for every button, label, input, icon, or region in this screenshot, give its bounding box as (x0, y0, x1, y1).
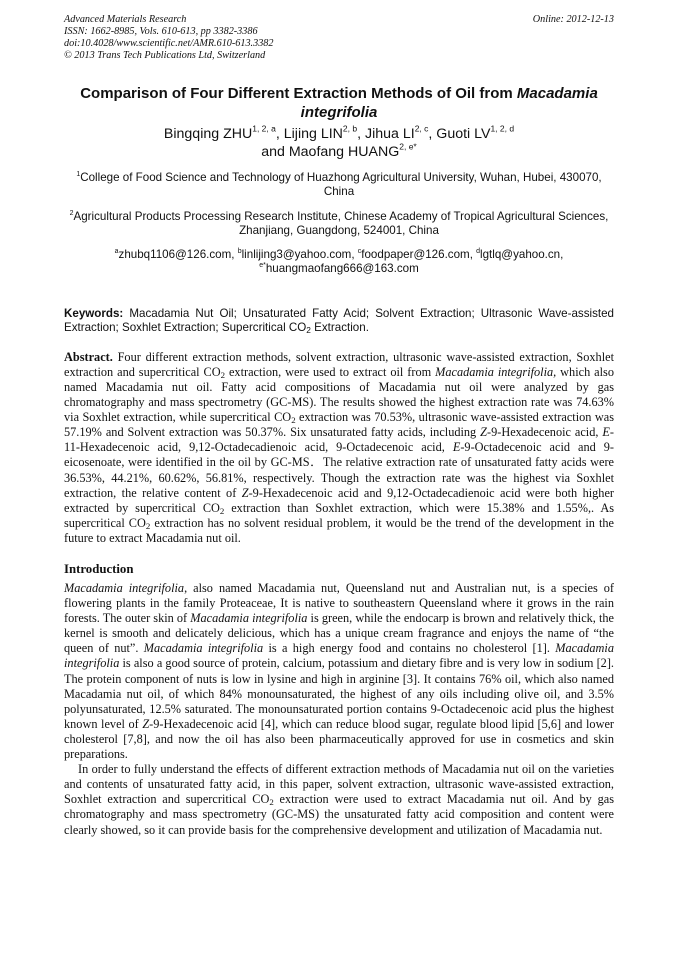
isomer-prefix: Z (480, 425, 487, 440)
paragraph-text: extraction were used to extract Macadamia nut oil. And by gas chromatography and mass spectrometry (GC-MS) the unsaturated fatty acid composition and content were clearly showed, so it can provide basis for the comprehensive development and utilization of Macadamia nut. (64, 792, 614, 837)
email-address[interactable]: foodpaper@126.com, (361, 248, 477, 262)
abstract-text: extraction than Soxhlet extraction, which were 15.38% and 1.55%,. As supercritical CO (64, 500, 614, 530)
online-date: Online: 2012-12-13 (532, 14, 614, 25)
abstract-text: which also named Macadamia nut oil. Fatty acid compositions of Macadamia nut oil were analyzed by gas chromatography and mass spectrometry (GC-MS). The results showed the highest extraction rate was 74.63% via Soxhlet extraction, while supercritical CO (64, 364, 614, 425)
author-separator: , (357, 126, 365, 142)
species-name: Macadamia integrifolia (143, 641, 264, 656)
isomer-prefix: E (602, 425, 610, 440)
affiliation-2 (64, 210, 614, 239)
isomer-prefix: E (452, 440, 461, 455)
abstract-text: extraction has no solvent residual problem, it would be the trend of the development in the future to extract Macadamia nut oil. (64, 515, 614, 545)
abstract-text: extraction was 70.53%, ultrasonic wave-assisted extraction was 57.19% and Solvent extraction was 50.37%. Six unsaturated fatty acids, including (64, 410, 614, 440)
author-name: and Maofang HUANG (261, 143, 400, 160)
title-species: Macadamia integrifolia (300, 85, 598, 121)
paragraph-text: -9-Hexadecenoic acid [4], which can reduce blood sugar, regulate blood lipid [5,6] and lower cholesterol [7,8], and now the oil has also been pharmaceutically approved for use in cosmetics and skin preparations. (64, 716, 614, 762)
species-name: Macadamia integrifolia (190, 611, 308, 626)
email-mark: a (114, 247, 119, 255)
email-mark: e* (259, 262, 266, 270)
email-mark: c (357, 247, 362, 255)
issn-line: ISSN: 1662-8985, Vols. 610-613, pp 3382-3386 (64, 26, 258, 37)
subscript: 2 (291, 415, 296, 426)
species-name: Macadamia integrifolia (64, 581, 185, 595)
author-list (64, 123, 614, 161)
subscript: 2 (145, 521, 151, 532)
affiliation-number: 1 (76, 170, 81, 178)
author-affiliation-mark: 2, b (342, 123, 358, 134)
subscript: 2 (306, 325, 311, 336)
abstract-text: -9-Octadecenoic acid and 9-eicosenoate, were identified in the oil by GC-MS．The relative extraction rate of unsaturated fatty acids were 36.53%, 44.21%, 60.62%, 56.81%, respectively. Though the extraction rate was the highest via Soxhlet extraction, the relative content of (64, 440, 614, 500)
author-name: Bingqing ZHU (163, 126, 253, 142)
doi-line: doi:10.4028/www.scientific.net/AMR.610-613.3382 (64, 38, 274, 49)
keywords-text: Macadamia Nut Oil; Unsaturated Fatty Acid; Solvent Extraction; Ultrasonic Wave-assisted Extraction; Soxhlet Extraction; Supercritical CO (64, 306, 614, 335)
introduction-paragraph-1 (64, 581, 614, 762)
author-separator: , (428, 126, 437, 142)
abstract-text: -11-Hexadecenoic acid, 9,12-Octadecadienoic acid, 9-Octadecenoic acid, (64, 425, 614, 455)
abstract-text: -9-Hexadecenoic acid and 9,12-Octadecadienoic acid were both higher extracted by supercritical CO (64, 485, 614, 515)
author-affiliation-mark: 2, e* (399, 141, 417, 152)
section-heading-introduction: Introduction (64, 562, 134, 576)
paragraph-text: is also a good source of protein, calcium, potassium and dietary fibre and is very low in sodium [2]. The protein component of nuts is low in lysine and high in arginine [3]. It contains 76% oil, which also named Macadamia nut oil, of which 84% monounsaturated, the highest of any oils including olive oil, and 3.5% polyunsaturated, 12.5% saturated. The monounsaturated portion contains 9-Octadecenoic acid plus the highest known level of (64, 656, 614, 731)
species-name: Macadamia integrifolia, (435, 364, 557, 379)
journal-name: Advanced Materials Research (64, 14, 187, 25)
email-address[interactable]: zhubq1106@126.com, (118, 248, 238, 262)
copyright-line: © 2013 Trans Tech Publications Ltd, Switzerland (64, 50, 266, 61)
abstract-text: -9-Hexadecenoic acid, (486, 425, 603, 440)
author-name: Lijing LIN (283, 126, 343, 142)
email-address[interactable]: lgtlq@yahoo.cn, (480, 248, 564, 262)
affiliation-1 (64, 171, 614, 200)
author-affiliation-mark: 2, c (414, 123, 429, 134)
keywords (64, 307, 614, 336)
keywords-label: Keywords: (64, 306, 124, 320)
paragraph-text: is a high energy food and contains no cholesterol [1]. (263, 641, 556, 656)
author-separator: , (275, 126, 284, 142)
subscript: 2 (269, 797, 274, 808)
keywords-text-end: Extraction. (310, 321, 369, 335)
paper-title (64, 84, 614, 122)
isomer-prefix: Z (142, 716, 150, 731)
introduction-paragraph-2 (64, 762, 614, 837)
email-address[interactable]: huangmaofang666@163.com (265, 262, 419, 276)
subscript: 2 (219, 505, 225, 516)
affiliation-text: Agricultural Products Processing Research Institute, Chinese Academy of Tropical Agricultural Sciences, Zhanjiang, Guangdong, 524001, China (73, 209, 609, 237)
species-name: Macadamia integrifolia (64, 641, 614, 671)
paragraph-text: In order to fully understand the effects of different extraction methods of Macadamia nut oil on the varieties and contents of unsaturated fatty acid, in this paper, solvent extraction, ultrasonic wave-assisted extraction, Soxhlet extraction and supercritical CO (64, 762, 614, 807)
email-mark: d (476, 247, 481, 255)
subscript: 2 (220, 370, 226, 381)
email-mark: b (237, 247, 242, 255)
abstract-label: Abstract. (64, 349, 113, 364)
affiliation-text: College of Food Science and Technology of Huazhong Agricultural University, Wuhan, Hubei, 430070, China (80, 171, 602, 199)
author-affiliation-mark: 1, 2, d (490, 123, 515, 134)
isomer-prefix: Z (241, 485, 249, 500)
title-main: Comparison of Four Different Extraction Methods of Oil from (80, 85, 517, 102)
email-address[interactable]: linlijing3@yahoo.com, (241, 248, 358, 262)
author-name: Guoti LV (436, 126, 491, 142)
paragraph-text: is green, while the endocarp is brown and relatively thick, the kernel is smooth and delicately delicious, which has a unique cream fragrance and enjoys the name of “the queen of nut”. (64, 611, 614, 656)
paragraph-text: , also named Macadamia nut, Queensland nut and Australian nut, is a species of flowering plants in the family Proteaceae, It is native to southeastern Queensland where it grows in the rain forests. The outer skin of (64, 581, 615, 626)
abstract-text: extraction, were used to extract oil from (225, 364, 436, 379)
paper-page (64, 14, 614, 838)
author-name: Jihua LI (365, 126, 415, 142)
abstract-text: Four different extraction methods, solvent extraction, ultrasonic wave-assisted extraction, Soxhlet extraction and supercritical CO (64, 349, 614, 379)
email-list (64, 248, 614, 277)
abstract (64, 350, 614, 546)
author-affiliation-mark: 1, 2, a (252, 123, 276, 134)
journal-header (64, 14, 614, 66)
affiliation-number: 2 (69, 209, 74, 217)
